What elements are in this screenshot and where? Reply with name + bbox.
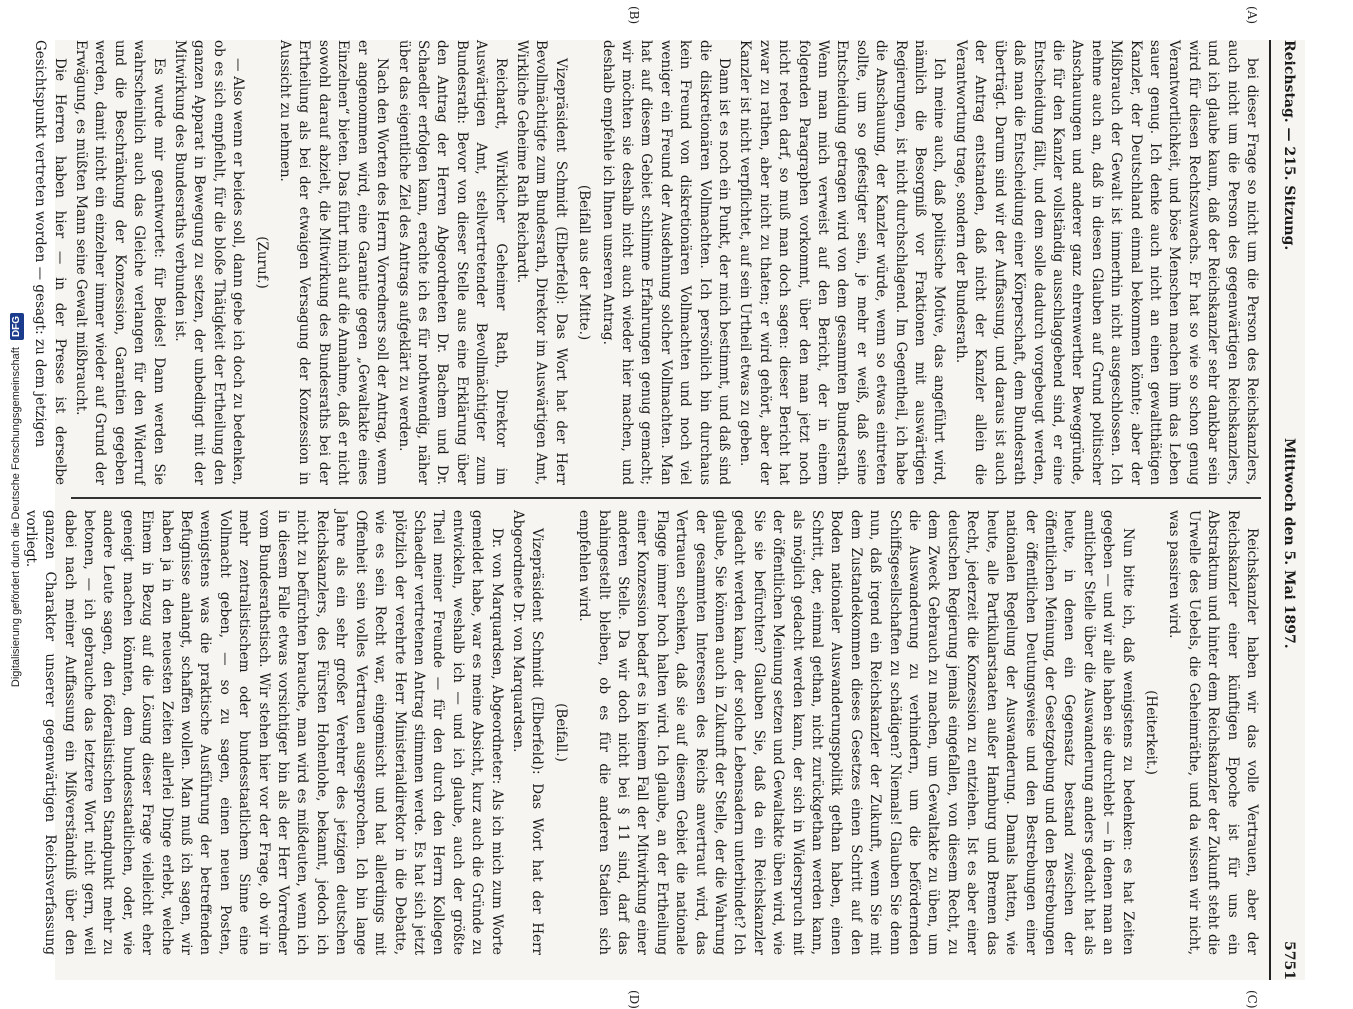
footer-text: Digitalisierung gefördert durch die Deutsche Forschungsgemeinschaft [10, 347, 22, 688]
column-right [22, 510, 1261, 955]
margin-marker-a: (A) [1245, 6, 1259, 25]
stage-direction: (Heiterkeit.) [1142, 690, 1159, 775]
margin-marker-b: (B) [627, 6, 641, 25]
margin-marker-d: (D) [627, 990, 641, 1009]
page-header [1269, 40, 1305, 980]
paragraph: Nach den Worten des Herrn Vorredners soll der Antrag, wenn er angenommen wird, eine Garantie gegen „Gewaltakte eines Einzelnen“ bieten. Das führt mich auf die Annahme, daß er nicht sowohl darauf abzielt, die Mitwirkung des Bundesraths bei der Ertheilung als bei der etwaigen Versagung der Konzession in Aussicht zu nehmen. [277, 40, 391, 485]
paragraph: Es wurde mir geantwortet: für Beides! Dann werden Sie wahrscheinlich auch das Gleiche verlangen für den Widerruf und die Beschränkung der Konzession, Garantien gegeben werden, damit nicht ein einzelner immer wieder auf Grund der Erwägung, es müßten Mann seine Gewalt mißbraucht. [73, 40, 167, 485]
paragraph: Vizepräsident Schmidt (Elberfeld): Das Wort hat der Herr Abgeordnete Dr. von Marquardsen. [509, 510, 546, 955]
page-number: 5751 [1281, 941, 1297, 980]
stage-direction: (Beifall aus der Mitte.) [576, 184, 593, 341]
column-left [32, 40, 1261, 485]
stage-direction: (Zuruf.) [253, 236, 270, 289]
margin-marker-c: (C) [1245, 990, 1259, 1009]
paragraph: Ich meine auch, daß politische Motive, das angeführt wird, nämlich die Besorgniß vor Fraktionen mit auswärtigen Regierungen, ist nicht durchschlagend. Im Gegentheil, ich habe die Anschauung, der Kanzler würde, wenn so etwas eintreten sollte, um so gefestigter sein, je mehr er weiß, daß seine Entscheidung getragen wird von dem gesammten Bundesrath. Wenn man mich verweist auf den Bericht, der in einem folgenden Paragraphen vorkommt, über den man jetzt noch nicht reden darf, so muß man doch sagen: dieser Bericht hat zwar zu rathen, aber nicht zu thaten; er wird gehört, aber der Kanzler ist nicht verpflichtet, auf sein Urtheil etwas zu geben. [737, 40, 948, 485]
paragraph: Dann ist es noch ein Punkt, der mich bestimmt, und daß sind die diskretionären Vollmachten. Ich persönlich bin durchaus kein Freund von diskretionären Vollmachten und noch viel weniger ein Freund der Ausdehnung solcher Vollmachten. Man hat auf diesem Gebiet schlimme Erfahrungen genug gemacht; wir möchten sie deshalb nicht auch wieder hier machen, und deshalb empfehle ich Ihnen unseren Antrag. [599, 40, 733, 485]
header-date: Mittwoch den 5. Mai 1897. [1281, 438, 1297, 649]
header-left: Reichstag. — 215. Sitzung. [1281, 40, 1297, 251]
stage-direction: (Beifall.) [552, 703, 569, 762]
rotated-page-content [22, 6, 1305, 1009]
dfg-logo: DFG [10, 313, 24, 340]
paragraph: Reichskanzler haben wir das volle Vertrauen, aber der Reichskanzler einer künftigen Epoche ist für uns ein Abstraktum und hinter dem Reichskanzler der Zukunft steht die Urwelle des Uebels, die Geheimräthe, und da wissen wir nicht, was passiren wird. [1166, 510, 1260, 955]
paragraph: Reichardt, Wirklicher Geheimer Rath, Direktor im Auswärtigen Amt, stellvertretender Bevollmächtigter zum Bundesrath: Bevor von dieser Stelle aus eine Erklärung über den Antrag der Herren Abgeordneten Dr. Bachem und Dr. Schaedler erfolgen kann, erachte ich es für nothwendig, näher über das eigentliche Ziel des Antrags aufgeklärt zu werden. [395, 40, 509, 485]
paragraph: Dr. von Marquardsen, Abgeordneter: Als ich mich zum Worte gemeldet habe, war es meine Absicht, kurz auch die Gründe zu entwickeln, weshalb ich — und ich glaube, auch der größte Theil meiner Freunde — für den durch den Herrn Kollegen Schaedler vertretenen Antrag stimmen werde. Es hat sich jetzt plötzlich der verehrte Herr Ministerialdirektor in die Debatte, wie es sein Recht war, eingemischt und hat allerdings mit Offenheit sein volles Vertrauen ausgesprochen. Ich bin lange Jahre als ein sehr großer Verehrer des jetzigen deutschen Reichskanzlers, des Fürsten Hohenlohe, bekannt, jedoch ich nicht zu befürchten brauche, man wird es mißdeuten, wenn ich in diesem Falle etwas vorsichtiger bin als der Herr Vorredner vom Bundesrathstisch. Wir stehen hier vor der Frage, ob wir in mehr zentralistischem oder bundesstaatlichem Sinne eine Vollmacht geben, — so zu sagen, einen neuen Posten, wenigstens was die praktische Ausführung der betreffenden Befugnisse anlangt, schaffen wollen. Man muß ich sagen, wir haben ja in den neuesten Zeiten allerlei Dinge erlebt, welche Einem in Bezug auf die Lösung dieser Frage vielleicht eher geneigt machen könnten, dem bundesstaatlichen, oder, wie andere Leute sagen, den föderalistischen Standpunkt mehr zu betonen, — ich gebrauche das letztere Wort nicht gern, weil dabei nach meiner Auffassung ein Mißverständniß über den ganzen Charakter unserer gegenwärtigen Reichsverfassung vorliegt. [22, 510, 505, 955]
paragraph: bei dieser Frage so nicht um die Person des Reichskanzlers, auch nicht um die Person des gegenwärtigen Reichskanzlers, und ich glaube kaum, daß der Reichskanzler sehr dankbar sein wird für diesen Rechtszuwachs. Er hat so wie so schon genug Verantwortlichkeit, und böse Menschen machen ihm das Leben sauer genug. Ich denke auch nicht an einen gewaltthätigen Kanzler, der Deutschland einmal bekommen könnte; aber der Mißbrauch der Gewalt ist immerhin nicht ausgeschlossen. Ich nehme auch an, daß in diesen Glauben auf Grund politischer Anschauungen und anderer ganz ehrenwerther Beweggründe, die für den Kanzler vollständig ausschlaggebend sind, er eine Entscheidung fällt, und dem solle dadurch vorgebeugt werden, daß man die Entscheidung einer Körperschaft, dem Bundesrath überträgt. Darum sind wir der Auffassung, und daraus ist auch der Antrag entstanden, daß nicht der Kanzler allein die Verantwortung trage, sondern der Bundesrath. [952, 40, 1260, 485]
column-divider [71, 497, 1261, 499]
paragraph: Die Herren haben hier — in der Presse ist derselbe Gesichtspunkt vertreten worden — gesagt: zu dem jetzigen [32, 40, 68, 485]
header-right [1281, 438, 1297, 980]
paragraph: — Also wenn er beides soll, dann gebe ich doch zu bedenken, ob es sich empfiehlt, für die bloße Thätigkeit der Ertheilung den ganzen Apparat in Bewegung zu setzen, der unbedingt mit der Mitwirkung des Bundesraths verbunden ist. [172, 40, 247, 485]
scanned-page [22, 6, 1305, 1009]
paragraph: Vizepräsident Schmidt (Elberfeld): Das Wort hat der Herr Bevollmächtigte zum Bundesrath, Direktor im Auswärtigen Amt, Wirkliche Geheime Rath Reichardt. [513, 40, 569, 485]
paragraph: Nun bitte ich, daß wenigstens zu bedenken: es hat Zeiten gegeben — und wir alle haben sie durchlebt — in denen man an amtlicher Stelle über die Auswanderung anders gedacht hat als heute, in denen ein Gegensatz bestand zwischen der öffentlichen Meinung, der Gesetzgebung und den Bestrebungen der öffentlichen Deutungsweise und den Bestrebungen einer nationalen Regelung der Auswanderung. Damals hatten, wie heute, alle Partikularstaaten außer Hamburg und Bremen das Recht, jederzeit die Konzession zu entziehen. Ist es aber einer deutschen Regierung jemals eingefallen, von diesem Recht, zu dem Zweck Gebrauch zu machen, um Gewaltakte zu üben, um die Auswanderung zu verhindern, um die befördernden Schiffsgesellschaften zu schädigen? Niemals! Glauben Sie denn nun, daß irgend ein Reichskanzler der Zukunft, wenn Sie mit dem Zustandekommen dieses Gesetzes einen Schritt auf den Boden nationaler Auswanderungspolitik gethan haben, einen Schritt, der, einmal gethan, nicht zurückgethan werden kann, als möglich gedacht werden kann, der sich in Widerspruch mit der öffentlichen Meinung setzen und Gewaltakte üben wird, wie Sie sie befürchten? Glauben Sie, daß da ein Reichskanzler gedacht werden kann, der solche Lebensadern unterbindet? Ich glaube, Sie können auch in Zukunft der Stelle, der die Wahrung der gesammten Interessen des Reichs anvertraut wird, das Vertrauen schenken, daß sie auf diesem Gebiet die nationale Flagge immer hoch halten wird. Ich glaube, an der Ertheilung einer Konzession bedarf es in keinem Fall der Mitwirkung einer anderen Stelle. Da wir doch nicht bei § 11 sind, darf das bahingestellt bleiben, ob es für die anderen Stadien sich empfehlen wird. [576, 510, 1136, 955]
